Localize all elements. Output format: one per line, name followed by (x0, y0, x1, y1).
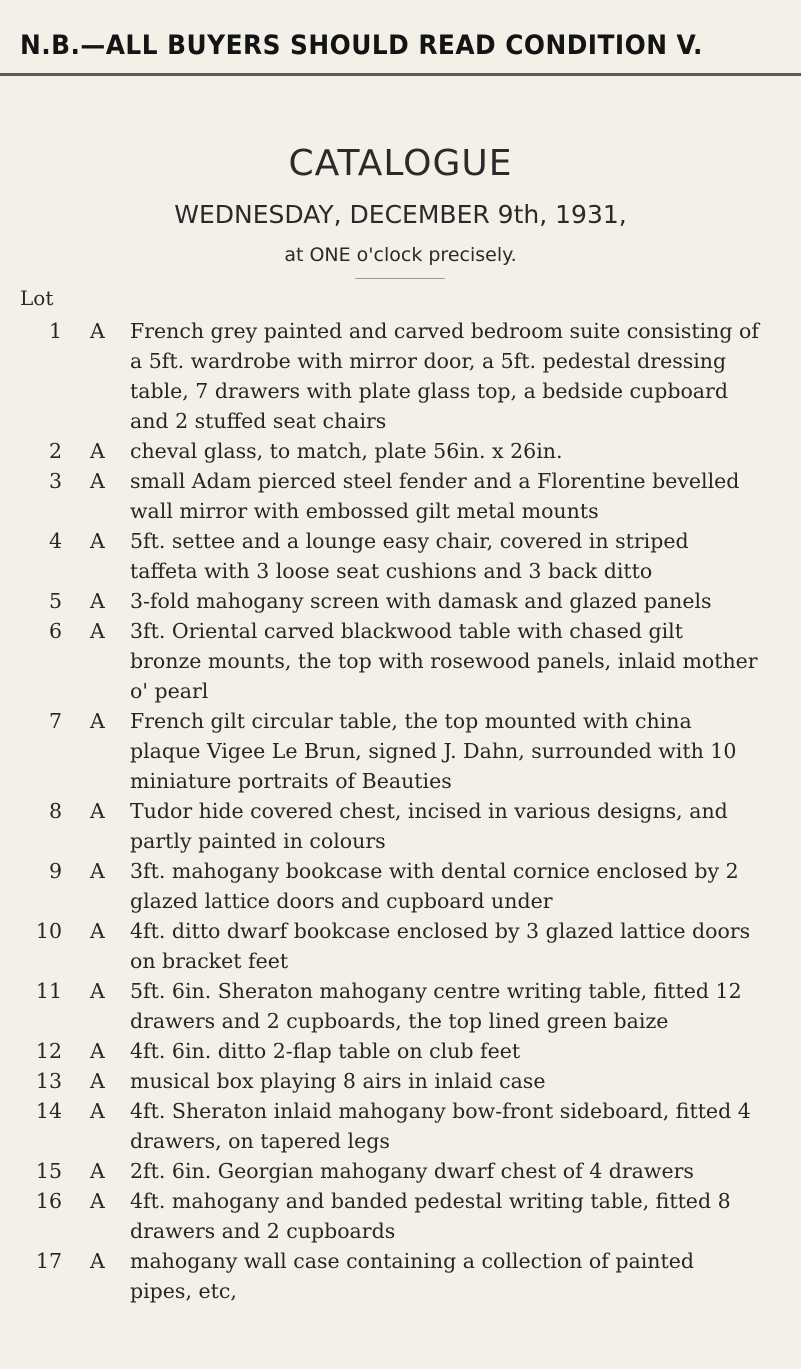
lot-letter: A (90, 1069, 105, 1093)
catalogue-title: CATALOGUE (288, 143, 513, 184)
lot-letter: A (90, 619, 105, 643)
lot-number: 6 (48, 619, 62, 643)
lot-item (0, 796, 760, 856)
lot-description: 4ft. mahogany and banded pedestal writing table, fitted 8 drawers and 2 cupboards (130, 1189, 731, 1243)
lot-item (0, 316, 760, 436)
lot-number: 11 (35, 979, 62, 1003)
lot-description: 3ft. mahogany bookcase with dental cornice enclosed by 2 glazed lattice doors and cupboard under (130, 859, 739, 913)
lot-description: 4ft. ditto dwarf bookcase enclosed by 3 glazed lattice doors on bracket feet (130, 919, 751, 973)
lot-letter: A (90, 1249, 105, 1273)
lot-letter: A (90, 1159, 105, 1183)
lot-item (0, 1036, 760, 1066)
lot-letter: A (90, 589, 105, 613)
lot-number: 14 (35, 1099, 62, 1123)
condition-banner: N.B.—ALL BUYERS SHOULD READ CONDITION V. (20, 30, 703, 61)
lot-number: 17 (35, 1249, 62, 1273)
lot-description: cheval glass, to match, plate 56in. x 26in. (130, 439, 563, 463)
lot-description: small Adam pierced steel fender and a Florentine bevelled wall mirror with embossed gilt metal mounts (130, 469, 740, 523)
lot-letter: A (90, 439, 105, 463)
lot-number: 15 (35, 1159, 62, 1183)
lot-description: 3ft. Oriental carved blackwood table with chased gilt bronze mounts, the top with rosewood panels, inlaid mother o' pearl (130, 619, 758, 703)
lot-number: 16 (35, 1189, 62, 1213)
lot-letter: A (90, 1039, 105, 1063)
lot-description: 5ft. 6in. Sheraton mahogany centre writing table, fitted 12 drawers and 2 cupboards, the top lined green baize (130, 979, 742, 1033)
lot-item (0, 706, 760, 796)
lot-column-header: Lot (20, 286, 54, 310)
lot-description: mahogany wall case containing a collection of painted pipes, etc, (130, 1249, 694, 1303)
lot-item (0, 1156, 760, 1186)
lot-letter: A (90, 319, 105, 343)
lot-item (0, 1066, 760, 1096)
lot-item (0, 1096, 760, 1156)
lot-number: 12 (35, 1039, 62, 1063)
lot-item (0, 466, 760, 526)
lot-letter: A (90, 859, 105, 883)
lot-letter: A (90, 469, 105, 493)
lot-description: 5ft. settee and a lounge easy chair, covered in striped taffeta with 3 loose seat cushions and 3 back ditto (130, 529, 689, 583)
lot-number: 9 (48, 859, 62, 883)
lot-item (0, 436, 760, 466)
sale-date: WEDNESDAY, DECEMBER 9th, 1931, (174, 200, 627, 229)
lot-item (0, 916, 760, 976)
lot-description: 2ft. 6in. Georgian mahogany dwarf chest of 4 drawers (130, 1159, 694, 1183)
lot-number: 5 (48, 589, 62, 613)
lot-letter: A (90, 1189, 105, 1213)
lot-description: Tudor hide covered chest, incised in various designs, and partly painted in colours (130, 799, 728, 853)
lot-item (0, 1246, 760, 1306)
lot-number: 10 (35, 919, 62, 943)
lot-letter: A (90, 709, 105, 733)
lot-description: French grey painted and carved bedroom suite consisting of a 5ft. wardrobe with mirror door, a 5ft. pedestal dressing table, 7 drawers with plate glass top, a bedside cupboard and 2 stuffed seat chairs (130, 319, 759, 433)
lot-item (0, 976, 760, 1036)
lot-number: 13 (35, 1069, 62, 1093)
lot-number: 8 (48, 799, 62, 823)
header-rule (0, 73, 801, 76)
lot-description: 4ft. 6in. ditto 2-flap table on club feet (130, 1039, 521, 1063)
lot-description: musical box playing 8 airs in inlaid case (130, 1069, 546, 1093)
lot-item (0, 856, 760, 916)
lot-letter: A (90, 1099, 105, 1123)
lot-number: 2 (48, 439, 62, 463)
lot-item (0, 526, 760, 586)
lot-list (0, 316, 801, 1306)
lot-description: French gilt circular table, the top mounted with china plaque Vigee Le Brun, signed J. Dahn, surrounded with 10 miniature portraits of Beauties (130, 709, 737, 793)
lot-letter: A (90, 529, 105, 553)
lot-description: 3-fold mahogany screen with damask and glazed panels (130, 589, 712, 613)
lot-number: 3 (48, 469, 62, 493)
sale-time: at ONE o'clock precisely. (284, 244, 517, 266)
lot-letter: A (90, 979, 105, 1003)
lot-number: 7 (48, 709, 62, 733)
lot-item (0, 1186, 760, 1246)
lot-letter: A (90, 799, 105, 823)
lot-number: 4 (48, 529, 62, 553)
lot-number: 1 (48, 319, 62, 343)
title-divider (355, 278, 445, 279)
lot-item (0, 616, 760, 706)
lot-item (0, 586, 760, 616)
lot-letter: A (90, 919, 105, 943)
lot-description: 4ft. Sheraton inlaid mahogany bow-front sideboard, fitted 4 drawers, on tapered legs (130, 1099, 751, 1153)
